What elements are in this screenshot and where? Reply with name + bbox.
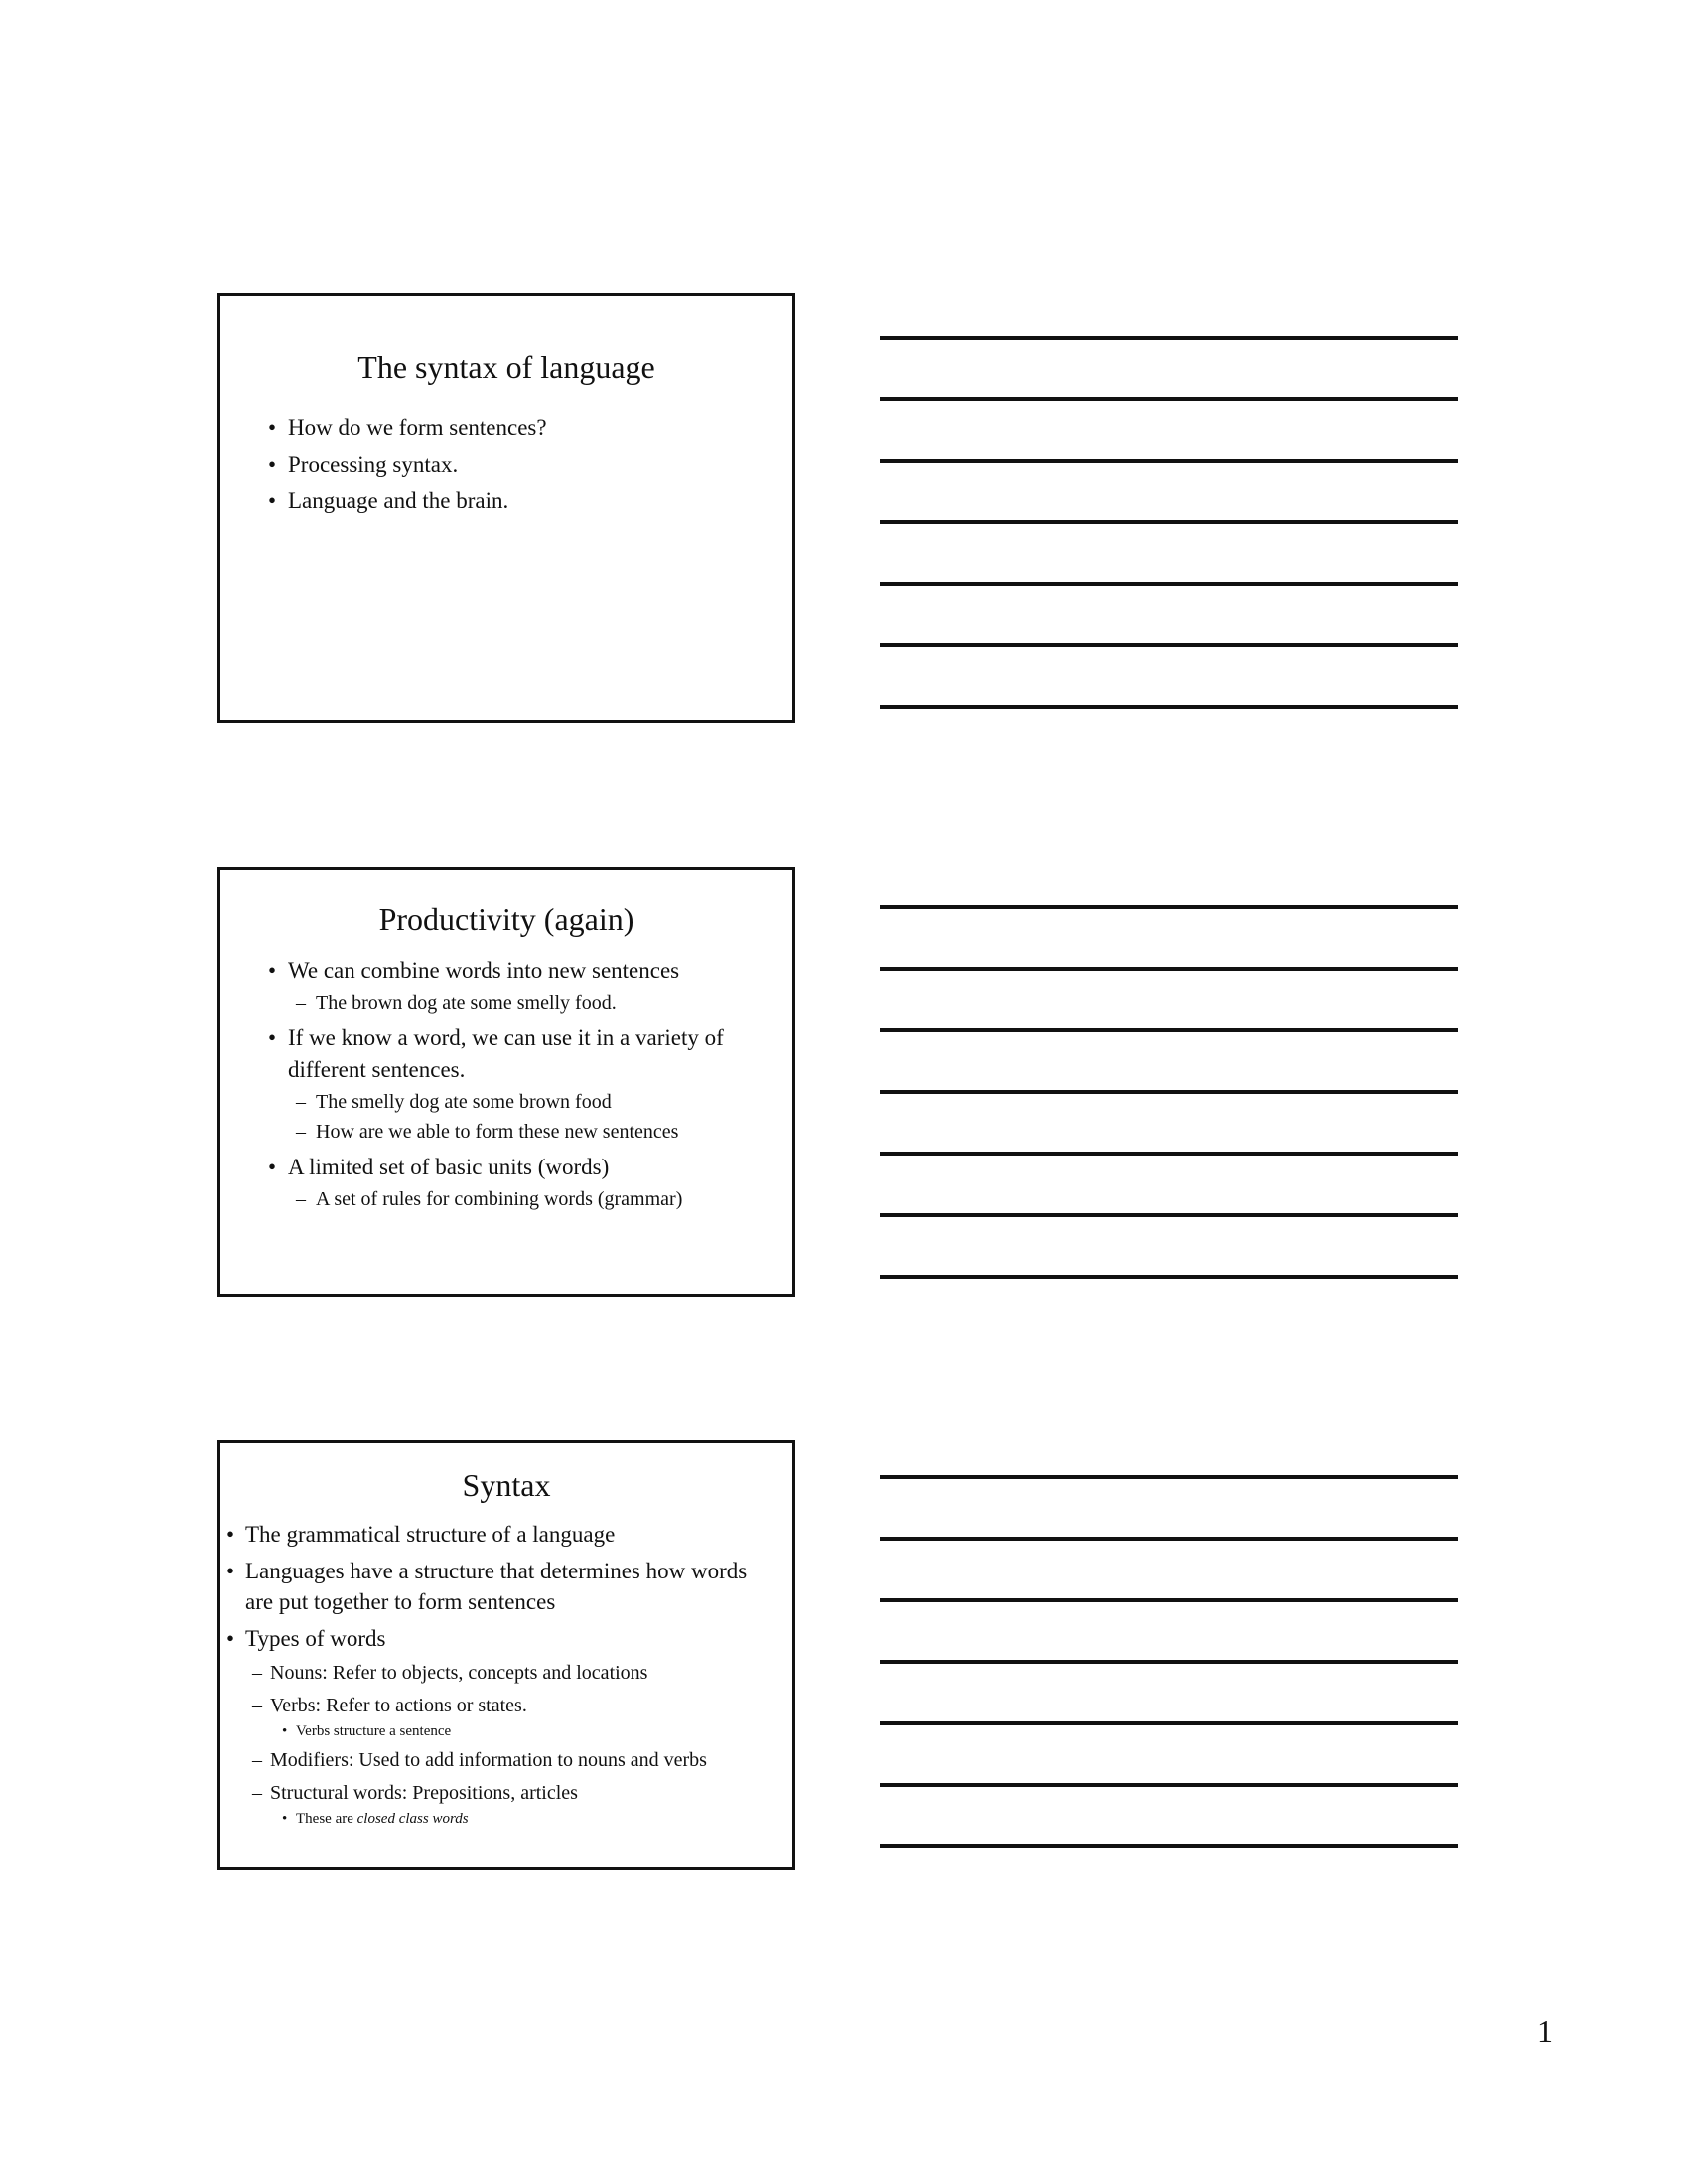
dash-marker: – [296,992,306,1014]
note-line [880,1275,1458,1279]
sub-bullet-item [220,989,792,1017]
sub-bullet-item [220,1779,792,1807]
bullet-item [220,485,792,517]
bullet-list [220,407,792,517]
dash-marker: – [252,1695,262,1716]
bullet-marker: • [268,1025,277,1050]
sub-bullet-item [220,1088,792,1116]
bullet-marker: • [226,1626,235,1651]
bullet-text: Modifiers: Used to add information to nouns and verbs [270,1749,707,1771]
bullet-item [220,1623,792,1654]
dash-marker: – [252,1749,262,1771]
sub-bullet-item [220,1659,792,1687]
note-line [880,520,1458,524]
bullet-text: Verbs: Refer to actions or states. [270,1695,527,1716]
bullet-marker: • [268,488,277,513]
bullet-text: Verbs structure a sentence [296,1723,452,1739]
note-line [880,1783,1458,1787]
note-line [880,1213,1458,1217]
bullet-text: If we know a word, we can use it in a variety of different sentences. [288,1025,724,1082]
slide-1 [217,293,795,723]
note-line [880,459,1458,463]
bullet-text: These are [296,1811,353,1827]
bullet-text: Structural words: Prepositions, articles [270,1782,578,1804]
note-line [880,1598,1458,1602]
slide-2 [217,867,795,1297]
bullet-item [220,1023,792,1086]
bullet-text: A set of rules for combining words (grammar) [316,1188,683,1210]
dash-marker: – [252,1662,262,1684]
bullet-text: Languages have a structure that determines how words are put together to form sentences [245,1559,748,1614]
sub-bullet-item [220,1692,792,1719]
page-number: 1 [1537,2013,1553,2049]
note-line [880,1844,1458,1848]
note-line [880,1537,1458,1541]
bullet-item [220,449,792,480]
note-line [880,967,1458,971]
slide-title: Syntax [462,1467,551,1503]
bullet-marker: • [268,415,277,440]
bullet-item [220,412,792,444]
note-line [880,582,1458,586]
bullet-marker: • [282,1811,288,1827]
bullet-text: The grammatical structure of a language [245,1522,616,1547]
note-line [880,1475,1458,1479]
dash-marker: – [296,1091,306,1113]
bullet-marker: • [268,958,277,983]
sub-bullet-item [220,1746,792,1774]
sub-bullet-item [220,1118,792,1146]
bullet-item [220,955,792,987]
note-line [880,1090,1458,1094]
sub-sub-bullet-item [220,1809,792,1829]
bullet-marker: • [226,1522,235,1547]
bullet-marker: • [282,1723,288,1739]
bullet-text: A limited set of basic units (words) [288,1155,610,1179]
dash-marker: – [296,1121,306,1143]
slide-title: The syntax of language [357,349,655,385]
emphasis-text: closed class words [356,1811,469,1827]
dash-marker: – [296,1188,306,1210]
note-line [880,643,1458,647]
note-line [880,1660,1458,1664]
sub-bullet-item [220,1185,792,1213]
note-line [880,336,1458,340]
note-line [880,1721,1458,1725]
bullet-text: Types of words [245,1626,386,1651]
note-line [880,397,1458,401]
sub-sub-bullet-item [220,1721,792,1741]
bullet-marker: • [226,1559,235,1583]
slide-title: Productivity (again) [378,901,634,937]
bullet-text: Language and the brain. [288,488,509,513]
bullet-text: We can combine words into new sentences [288,958,680,983]
note-line [880,1028,1458,1032]
slide-3 [217,1440,795,1870]
dash-marker: – [252,1782,262,1804]
bullet-item [220,1152,792,1183]
note-line [880,705,1458,709]
bullet-item [220,1519,792,1550]
bullet-item [220,1556,792,1617]
bullet-list [220,949,792,1213]
bullet-text: How are we able to form these new sentences [316,1121,679,1143]
bullet-marker: • [268,452,277,477]
bullet-text: The smelly dog ate some brown food [316,1091,612,1113]
bullet-text: Processing syntax. [288,452,459,477]
bullet-text: The brown dog ate some smelly food. [316,992,617,1014]
note-line [880,905,1458,909]
bullet-marker: • [268,1155,277,1179]
bullet-list [220,1513,792,1829]
bullet-text: How do we form sentences? [288,415,547,440]
note-line [880,1152,1458,1156]
bullet-text: Nouns: Refer to objects, concepts and locations [270,1662,648,1684]
